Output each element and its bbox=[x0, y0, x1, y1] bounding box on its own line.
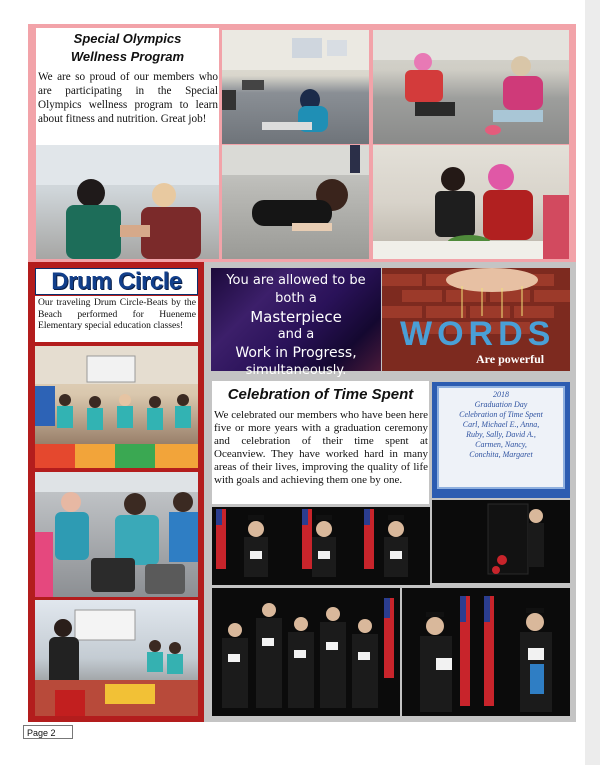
quote-line1: You are allowed to be bbox=[226, 273, 366, 288]
page-number-label: Page 2 bbox=[23, 725, 73, 739]
photo-drum-classroom-2 bbox=[35, 472, 198, 597]
special-olympics-title-line2: Wellness Program bbox=[70, 49, 185, 64]
quote-line2: both a bbox=[275, 291, 317, 306]
photo-drum-classroom-1-art bbox=[35, 346, 198, 468]
cake-line4: Carl, Michael E., Anna, bbox=[462, 420, 540, 429]
photo-graduation-group-2 bbox=[212, 588, 400, 716]
special-olympics-title bbox=[36, 30, 219, 66]
photo-graduation-speaker bbox=[432, 500, 570, 583]
special-olympics-title-line1: Special Olympics bbox=[73, 31, 182, 46]
photo-women-stretching bbox=[373, 30, 569, 144]
quote-line3: Masterpiece bbox=[250, 308, 342, 326]
words-image-subtitle: Are powerful bbox=[476, 352, 545, 366]
photo-cooking-nutrition-art bbox=[373, 145, 569, 259]
quote-line6: simultaneously. bbox=[245, 363, 347, 378]
photo-graduation-group-1-art bbox=[212, 507, 430, 585]
drum-circle-body: Our traveling Drum Circle-Beats by the Beach performed for Hueneme Elementary special education classes! bbox=[38, 297, 196, 331]
celebration-title-part2: Time Spent bbox=[332, 386, 414, 403]
photo-helping-hands bbox=[36, 145, 219, 259]
photo-graduation-pair-art bbox=[402, 588, 570, 716]
cake-line7: Conchita, Margaret bbox=[469, 450, 533, 459]
photo-drum-classroom-3-art bbox=[35, 600, 198, 716]
photo-floor-exercise-art bbox=[222, 145, 369, 259]
photo-graduation-pair bbox=[402, 588, 570, 716]
photo-graduation-speaker-art bbox=[432, 500, 570, 583]
page-scrollbar[interactable] bbox=[585, 0, 600, 765]
quote-line4: and a bbox=[277, 327, 315, 342]
photo-drum-classroom-2-art bbox=[35, 472, 198, 597]
quote-text bbox=[211, 272, 381, 380]
photo-gym-stretching-art bbox=[222, 30, 369, 144]
cake-line6: Carmen, Nancy, bbox=[475, 440, 527, 449]
celebration-body: We celebrated our members who have been here five or more years with a graduation ceremony and celebration of their time spent at Oceanview. They have worked hard in many areas of their lives, improving the quality of life with goals and achieving them one by one. bbox=[214, 409, 428, 486]
photo-cooking-nutrition bbox=[373, 145, 569, 259]
special-olympics-body: We are so proud of our members who are participating in the Special Olympics wellness program to learn about fitness and nutrition. Great job! bbox=[38, 71, 218, 125]
words-image-word: WORDS bbox=[400, 315, 556, 353]
celebration-title-part1: Celebration of bbox=[227, 386, 329, 403]
cake-line1: 2018 bbox=[493, 390, 509, 399]
cake-line2: Graduation Day bbox=[474, 400, 528, 409]
photo-drum-classroom-1 bbox=[35, 346, 198, 468]
cake-line5: Ruby, Sally, David A., bbox=[466, 430, 536, 439]
quote-line5: Work in Progress, bbox=[235, 345, 357, 361]
photo-graduation-group-2-art bbox=[212, 588, 400, 716]
photo-graduation-group-1 bbox=[212, 507, 430, 585]
photo-helping-hands-art bbox=[36, 145, 219, 259]
photo-women-stretching-art bbox=[373, 30, 569, 144]
photo-gym-stretching bbox=[222, 30, 369, 144]
drum-circle-title: Drum Circle bbox=[51, 268, 182, 295]
photo-drum-classroom-3 bbox=[35, 600, 198, 716]
celebration-title bbox=[212, 386, 429, 403]
photo-floor-exercise bbox=[222, 145, 369, 259]
cake-writing bbox=[440, 390, 562, 460]
cake-line3: Celebration of Time Spent bbox=[459, 410, 543, 419]
